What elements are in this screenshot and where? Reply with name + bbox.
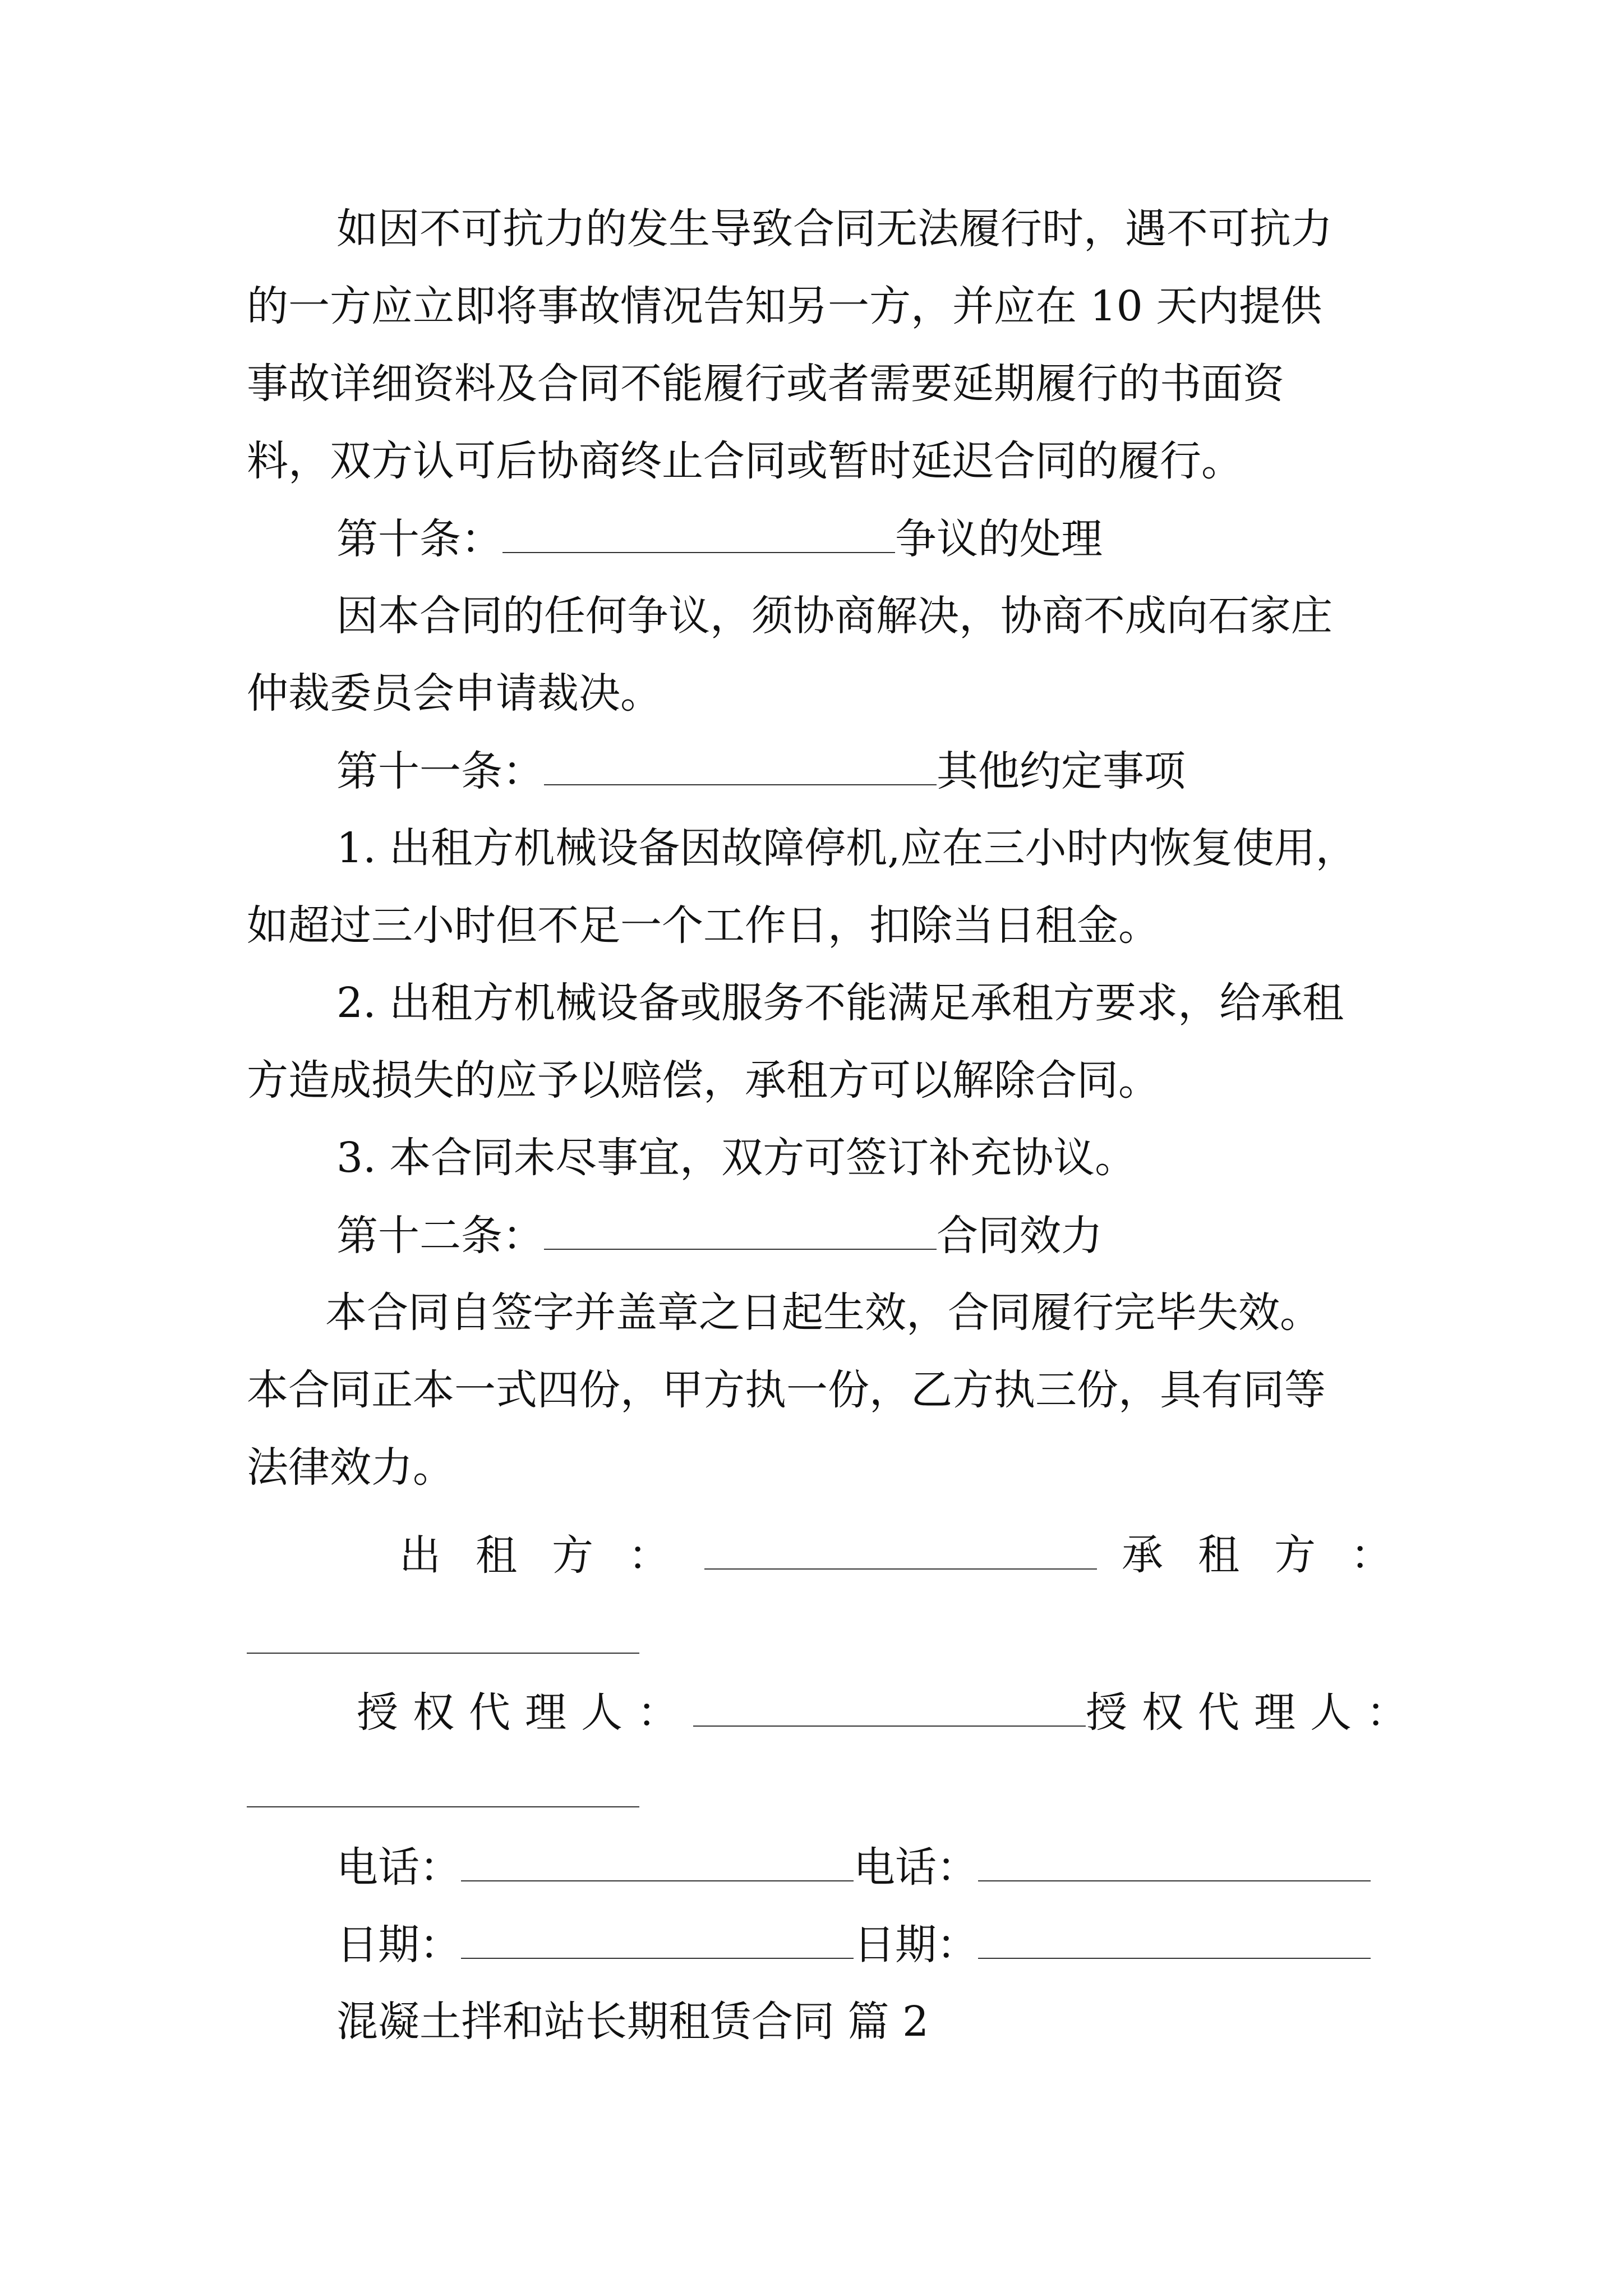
validity-line-3: 法律效力。 (247, 1443, 454, 1492)
item-2-line-1: 2. 出租方机械设备或服务不能满足承租方要求，给承租 (336, 979, 1344, 1027)
item-3-line: 3. 本合同未尽事宜，双方可签订补充协议。 (336, 1134, 1137, 1182)
agent-blank-left[interactable] (693, 1691, 1086, 1727)
date-row (336, 1921, 1371, 1969)
agent-row (357, 1688, 1422, 1737)
article-11-blank[interactable] (544, 749, 937, 785)
item-1-line-1: 1. 出租方机械设备因故障停机,应在三小时内恢复使用， (336, 824, 1357, 872)
phone-blank-left[interactable] (461, 1846, 854, 1881)
item-1-line-2: 如超过三小时但不足一个工作日，扣除当日租金。 (247, 901, 1160, 950)
lessor-label: 出租方： (399, 1531, 704, 1580)
agent-blank-right[interactable] (247, 1806, 639, 1807)
agent-label-left: 授权代理人： (357, 1688, 693, 1737)
lessor-blank[interactable] (704, 1534, 1097, 1570)
force-majeure-line-3: 事故详细资料及合同不能履行或者需要延期履行的书面资 (247, 360, 1284, 408)
date-blank-left[interactable] (461, 1923, 854, 1959)
article-10-prefix: 第十条： (336, 515, 502, 563)
article-10-title: 争议的处理 (895, 515, 1103, 563)
force-majeure-line-4: 料，双方认可后协商终止合同或暂时延迟合同的履行。 (247, 437, 1243, 485)
lessor-row (399, 1531, 1097, 1580)
article-11-heading (336, 749, 1186, 793)
next-section-heading: 混凝土拌和站长期租赁合同 篇 2 (336, 1998, 929, 2046)
date-label-left: 日期： (336, 1921, 461, 1969)
article-10-blank[interactable] (502, 517, 895, 553)
article-10-heading (336, 515, 1103, 563)
article-11-prefix: 第十一条： (336, 747, 544, 795)
validity-line-1: 本合同自签字并盖章之日起生效，合同履行完毕失效。 (325, 1289, 1321, 1337)
article-12-heading (336, 1212, 1103, 1260)
lessee-blank[interactable] (247, 1653, 639, 1654)
phone-row (336, 1843, 1371, 1892)
force-majeure-line-2: 的一方应立即将事故情况告知另一方，并应在 10 天内提供 (247, 282, 1322, 330)
item-2-line-2: 方造成损失的应予以赔偿，承租方可以解除合同。 (247, 1056, 1160, 1105)
dispute-line-2: 仲裁委员会申请裁决。 (247, 669, 662, 717)
article-11-title: 其他约定事项 (937, 747, 1186, 795)
dispute-line-1: 因本合同的任何争议，须协商解决，协商不成向石家庄 (336, 592, 1332, 640)
phone-label-left: 电话： (336, 1843, 461, 1892)
lessee-label-text: 承租方： (1122, 1531, 1427, 1579)
lessee-label (1122, 1531, 1427, 1579)
phone-label-right: 电话： (854, 1843, 978, 1892)
article-12-blank[interactable] (544, 1214, 937, 1250)
validity-line-2: 本合同正本一式四份，甲方执一份，乙方执三份，具有同等 (247, 1366, 1326, 1414)
article-12-title: 合同效力 (937, 1212, 1103, 1260)
article-12-prefix: 第十二条： (336, 1212, 544, 1260)
phone-blank-right[interactable] (978, 1846, 1371, 1881)
agent-label-right: 授权代理人： (1086, 1688, 1422, 1737)
date-blank-right[interactable] (978, 1923, 1371, 1959)
force-majeure-line-1: 如因不可抗力的发生导致合同无法履行时，遇不可抗力 (336, 205, 1332, 253)
date-label-right: 日期： (854, 1921, 978, 1969)
